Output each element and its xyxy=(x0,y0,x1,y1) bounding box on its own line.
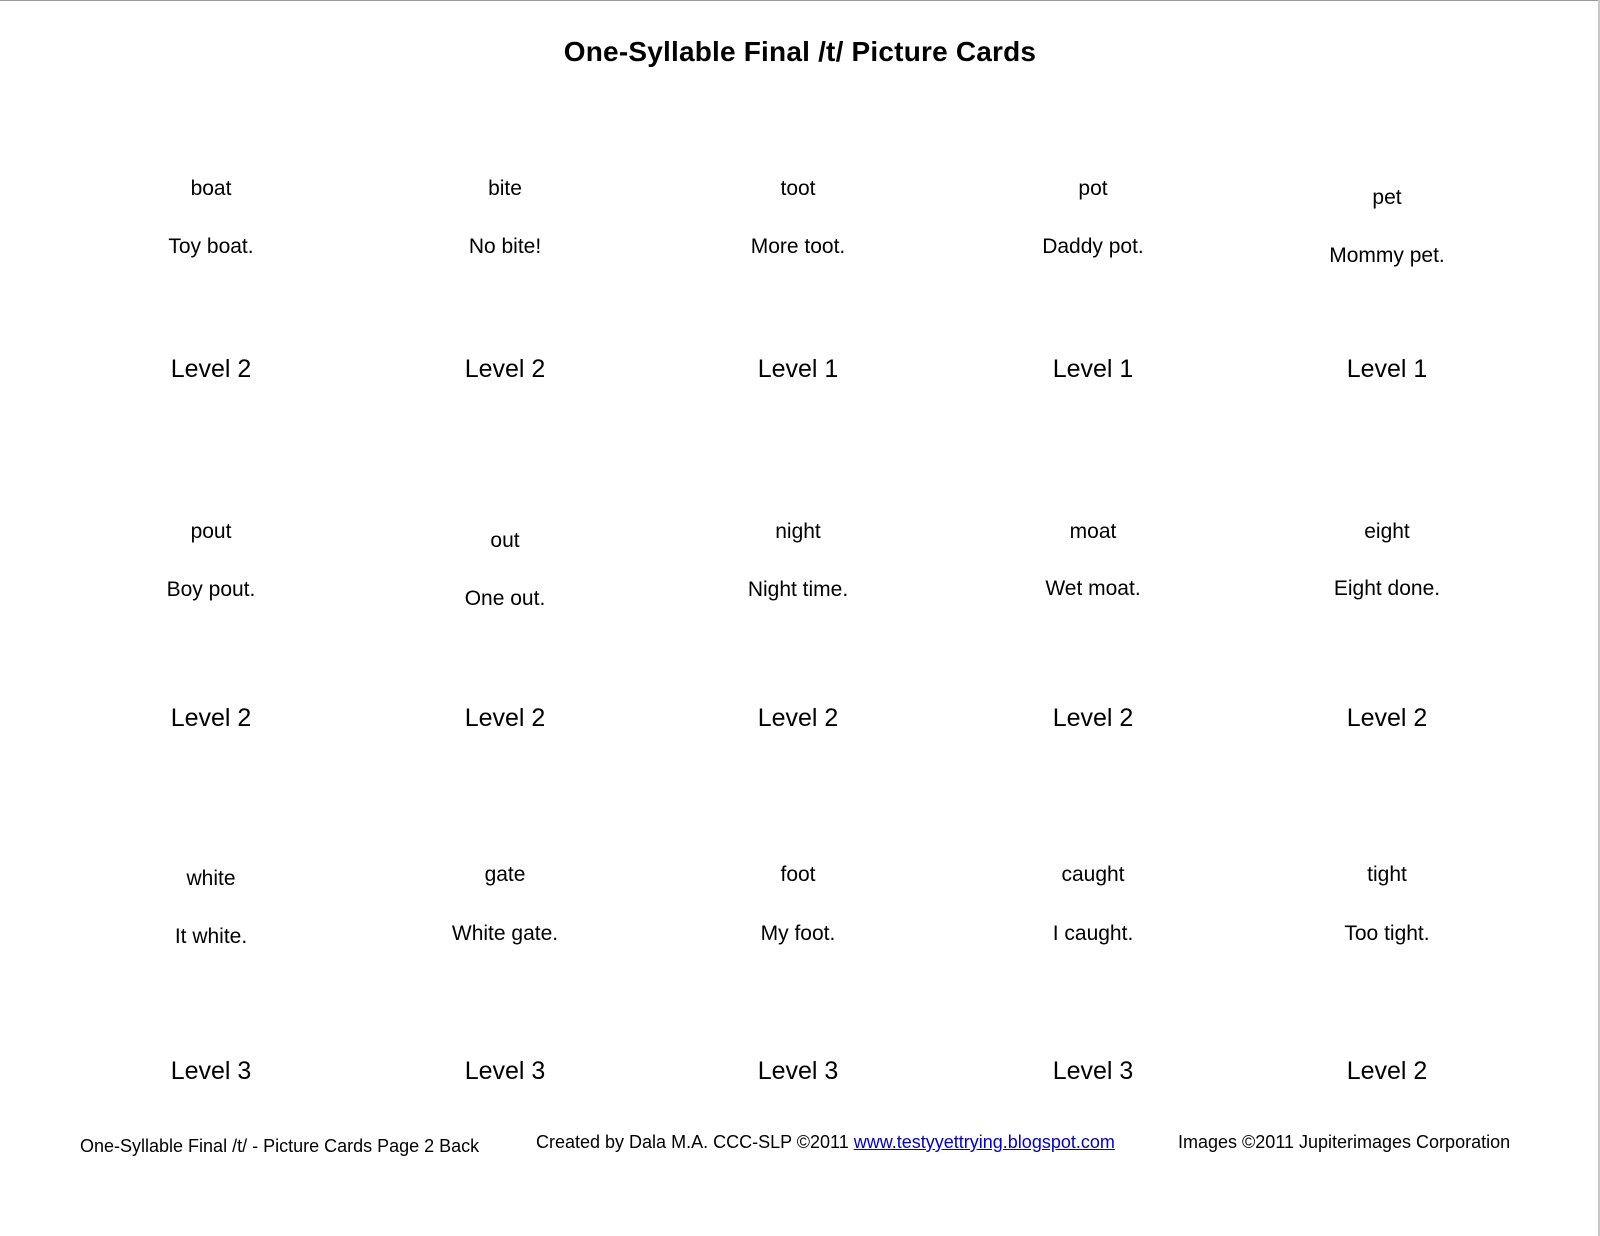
card-word: bite xyxy=(488,177,522,200)
card-word: toot xyxy=(780,177,816,200)
card-word: moat xyxy=(1069,520,1117,543)
card-word: night xyxy=(775,520,821,543)
card-phrase: My foot. xyxy=(760,922,836,945)
card-phrase: Daddy pot. xyxy=(1042,235,1144,258)
footer-created-text: Created by Dala M.A. CCC-SLP ©2011 xyxy=(536,1132,849,1152)
card-word: eight xyxy=(1364,520,1410,543)
card-word: pout xyxy=(190,520,232,543)
card-level: Level 1 xyxy=(757,355,839,383)
card-level: Level 3 xyxy=(464,1057,546,1085)
footer-image-credit: Images ©2011 Jupiterimages Corporation xyxy=(1178,1132,1511,1152)
card-level: Level 2 xyxy=(464,355,546,383)
card-phrase: I caught. xyxy=(1052,922,1134,945)
card-level: Level 3 xyxy=(757,1057,839,1085)
card-level: Level 1 xyxy=(1052,355,1134,383)
card-level: Level 2 xyxy=(757,704,839,732)
card-phrase: Wet moat. xyxy=(1045,577,1141,600)
card-phrase: No bite! xyxy=(468,235,542,258)
card-phrase: Boy pout. xyxy=(166,578,256,601)
card-word: boat xyxy=(190,177,232,200)
card-level: Level 3 xyxy=(1052,1057,1134,1085)
card-level: Level 3 xyxy=(170,1057,252,1085)
card-level: Level 2 xyxy=(170,355,252,383)
card-level: Level 2 xyxy=(464,704,546,732)
card-word: white xyxy=(186,867,236,890)
card-level: Level 2 xyxy=(1346,704,1428,732)
card-phrase: Mommy pet. xyxy=(1329,244,1445,267)
card-phrase: More toot. xyxy=(750,235,846,258)
footer-credit xyxy=(536,1130,1115,1154)
card-phrase: Toy boat. xyxy=(168,235,254,258)
footer-page-label: One-Syllable Final /t/ - Picture Cards Page 2 Back xyxy=(80,1136,480,1156)
card-phrase: Too tight. xyxy=(1344,922,1430,945)
card-word: pot xyxy=(1078,177,1108,200)
card-word: out xyxy=(490,529,520,552)
card-word: caught xyxy=(1061,863,1125,886)
card-phrase: One out. xyxy=(464,587,546,610)
card-word: tight xyxy=(1367,863,1407,886)
card-word: pet xyxy=(1372,186,1402,209)
card-word: gate xyxy=(484,863,526,886)
card-word: foot xyxy=(780,863,816,886)
card-level: Level 2 xyxy=(170,704,252,732)
card-level: Level 2 xyxy=(1346,1057,1428,1085)
card-phrase: Eight done. xyxy=(1333,577,1441,600)
page-title: One-Syllable Final /t/ Picture Cards xyxy=(563,36,1037,67)
card-phrase: It white. xyxy=(174,925,248,948)
card-phrase: Night time. xyxy=(747,578,849,601)
card-phrase: White gate. xyxy=(451,922,559,945)
card-level: Level 1 xyxy=(1346,355,1428,383)
card-level: Level 2 xyxy=(1052,704,1134,732)
footer-blog-link[interactable]: www.testyyettrying.blogspot.com xyxy=(853,1132,1115,1152)
